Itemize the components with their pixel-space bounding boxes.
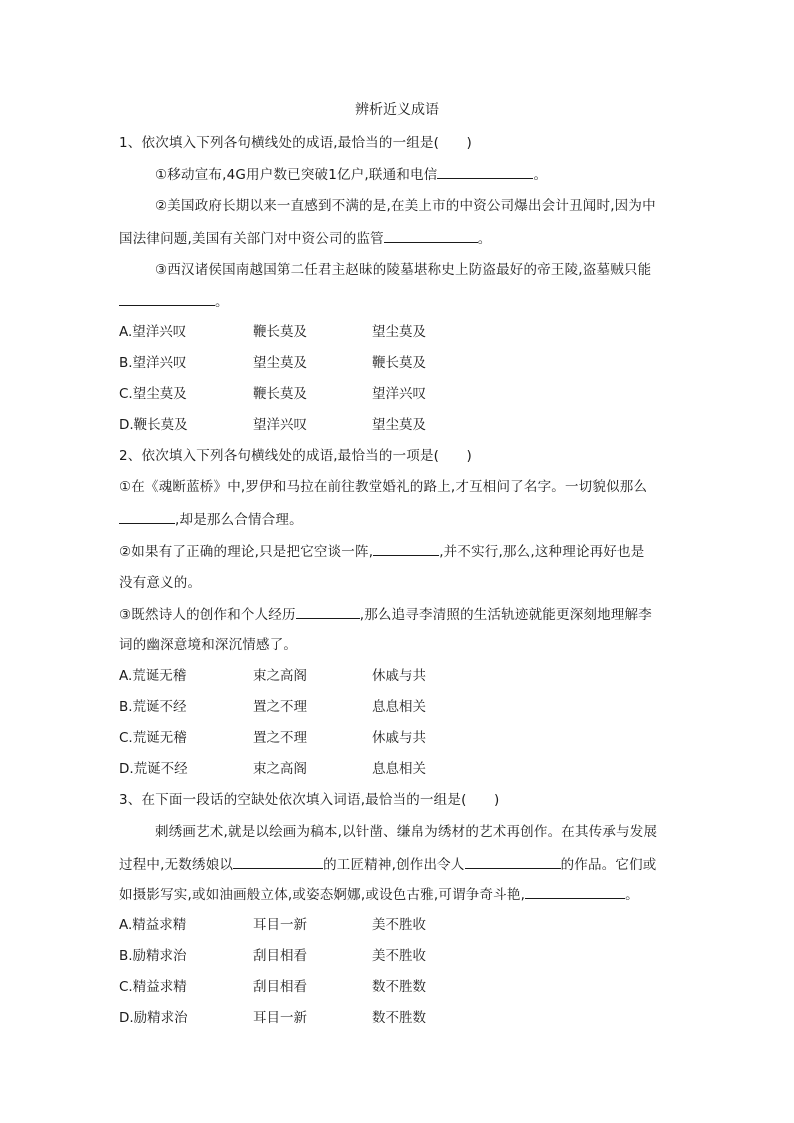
- q3-option-b-3: 美不胜收: [372, 948, 426, 964]
- q2-sentence-2b: 没有意义的。: [119, 575, 202, 591]
- q2-option-b-3: 息息相关: [372, 699, 426, 715]
- q2-sentence-3a: [119, 604, 652, 625]
- q3-option-a-3: 美不胜收: [372, 917, 426, 933]
- q2-option-d-2: 束之高阁: [253, 761, 307, 777]
- q3-option-d-3: 数不胜数: [372, 1010, 426, 1026]
- q3-p2-text-a: 过程中,无数绣娘以: [119, 857, 234, 873]
- q2-stem: 2、依次填入下列各句横线处的成语,最恰当的一项是( ): [119, 448, 473, 464]
- q2-option-c-3: 休戚与共: [372, 730, 426, 746]
- q3-paragraph-line-2: [119, 854, 657, 875]
- q3-option-a-1: A.精益求精: [119, 917, 187, 933]
- q1-option-a-1: A.望洋兴叹: [119, 324, 187, 340]
- q3-stem: 3、在下面一段话的空缺处依次填入词语,最恰当的一组是( ): [119, 792, 500, 808]
- q3-option-c-1: C.精益求精: [119, 979, 187, 995]
- q2-option-a-3: 休戚与共: [372, 668, 426, 684]
- q1-blank-3: [119, 291, 215, 306]
- q2-blank-1: [119, 509, 175, 524]
- q1-option-b-2: 望尘莫及: [253, 355, 307, 371]
- q2-s3-end: ,那么追寻李清照的生活轨迹就能更深刻地理解李: [359, 607, 652, 623]
- q1-sentence-2a: ②美国政府长期以来一直感到不满的是,在美上市的中资公司爆出会计丑闻时,因为中: [155, 198, 656, 214]
- q2-sentence-3b: 词的幽深意境和深沉情感了。: [119, 637, 298, 653]
- q3-blank-1: [233, 854, 323, 869]
- q3-p3-end: 。: [625, 887, 639, 903]
- q3-option-d-2: 耳目一新: [253, 1010, 307, 1026]
- q2-option-a-2: 束之高阁: [253, 668, 307, 684]
- q2-option-a-1: A.荒诞无稽: [119, 668, 187, 684]
- q1-blank-1: [437, 164, 533, 179]
- q2-sentence-1b: [119, 509, 303, 530]
- q1-s2-text: 国法律问题,美国有关部门对中资公司的监管: [119, 231, 384, 247]
- q3-paragraph-line-1: 刺绣画艺术,就是以绘画为稿本,以针凿、缣帛为绣材的艺术再创作。在其传承与发展: [155, 824, 658, 840]
- q1-option-b-1: B.望洋兴叹: [119, 355, 187, 371]
- q2-blank-2: [373, 541, 439, 556]
- q2-s3-text: ③既然诗人的创作和个人经历: [119, 607, 296, 623]
- q1-sentence-3a: ③西汉诸侯国南越国第二任君主赵昧的陵墓堪称史上防盗最好的帝王陵,盗墓贼只能: [155, 262, 652, 278]
- q3-p2-text-c: 的作品。它们或: [560, 857, 657, 873]
- q3-p2-text-b: 的工匠精神,创作出令人: [323, 857, 465, 873]
- q1-option-d-2: 望洋兴叹: [253, 417, 307, 433]
- q1-s1-text: ①移动宣布,4G用户数已突破1亿户,联通和电信: [155, 167, 438, 183]
- q2-sentence-1a: ①在《魂断蓝桥》中,罗伊和马拉在前往教堂婚礼的路上,才互相问了名字。一切貌似那么: [119, 479, 648, 495]
- q3-option-b-2: 刮目相看: [253, 948, 307, 964]
- q1-sentence-1: [155, 164, 547, 185]
- q1-option-a-2: 鞭长莫及: [253, 324, 307, 340]
- q1-stem: 1、依次填入下列各句横线处的成语,最恰当的一组是( ): [119, 135, 473, 151]
- q2-option-c-1: C.荒诞无稽: [119, 730, 187, 746]
- q1-option-b-3: 鞭长莫及: [372, 355, 426, 371]
- q2-s2-end: ,并不实行,那么,这种理论再好也是: [439, 544, 645, 560]
- q2-option-d-3: 息息相关: [372, 761, 426, 777]
- q1-option-a-3: 望尘莫及: [372, 324, 426, 340]
- q3-p3-text: 如摄影写实,或如油画般立体,或姿态婀娜,或设色古雅,可谓争奇斗艳,: [119, 887, 526, 903]
- q3-option-a-2: 耳目一新: [253, 917, 307, 933]
- q1-sentence-2b: [119, 228, 492, 249]
- q1-option-d-3: 望尘莫及: [372, 417, 426, 433]
- q3-blank-2: [465, 854, 561, 869]
- q2-option-c-2: 置之不理: [253, 730, 307, 746]
- q2-sentence-2a: [119, 541, 644, 562]
- q2-option-b-2: 置之不理: [253, 699, 307, 715]
- q1-option-c-2: 鞭长莫及: [253, 386, 307, 402]
- page-title: 辨析近义成语: [355, 102, 439, 118]
- q1-sentence-3b: [119, 291, 229, 312]
- q1-option-c-1: C.望尘莫及: [119, 386, 187, 402]
- q1-s1-end: 。: [533, 167, 548, 183]
- q2-s2-text: ②如果有了正确的理论,只是把它空谈一阵,: [119, 544, 374, 560]
- q3-option-c-2: 刮目相看: [253, 979, 307, 995]
- q1-s2-end: 。: [477, 231, 492, 247]
- q2-s1-end: ,却是那么合情合理。: [175, 512, 303, 528]
- q2-option-b-1: B.荒诞不经: [119, 699, 187, 715]
- q1-blank-2: [384, 228, 478, 243]
- q3-option-d-1: D.励精求治: [119, 1010, 188, 1026]
- q2-option-d-1: D.荒诞不经: [119, 761, 188, 777]
- q2-blank-3: [296, 604, 360, 619]
- q1-s3-end: 。: [215, 294, 229, 310]
- q3-option-c-3: 数不胜数: [372, 979, 426, 995]
- q3-paragraph-line-3: [119, 884, 639, 905]
- q3-option-b-1: B.励精求治: [119, 948, 187, 964]
- q1-option-c-3: 望洋兴叹: [372, 386, 426, 402]
- q3-blank-3: [525, 884, 625, 899]
- q1-option-d-1: D.鞭长莫及: [119, 417, 188, 433]
